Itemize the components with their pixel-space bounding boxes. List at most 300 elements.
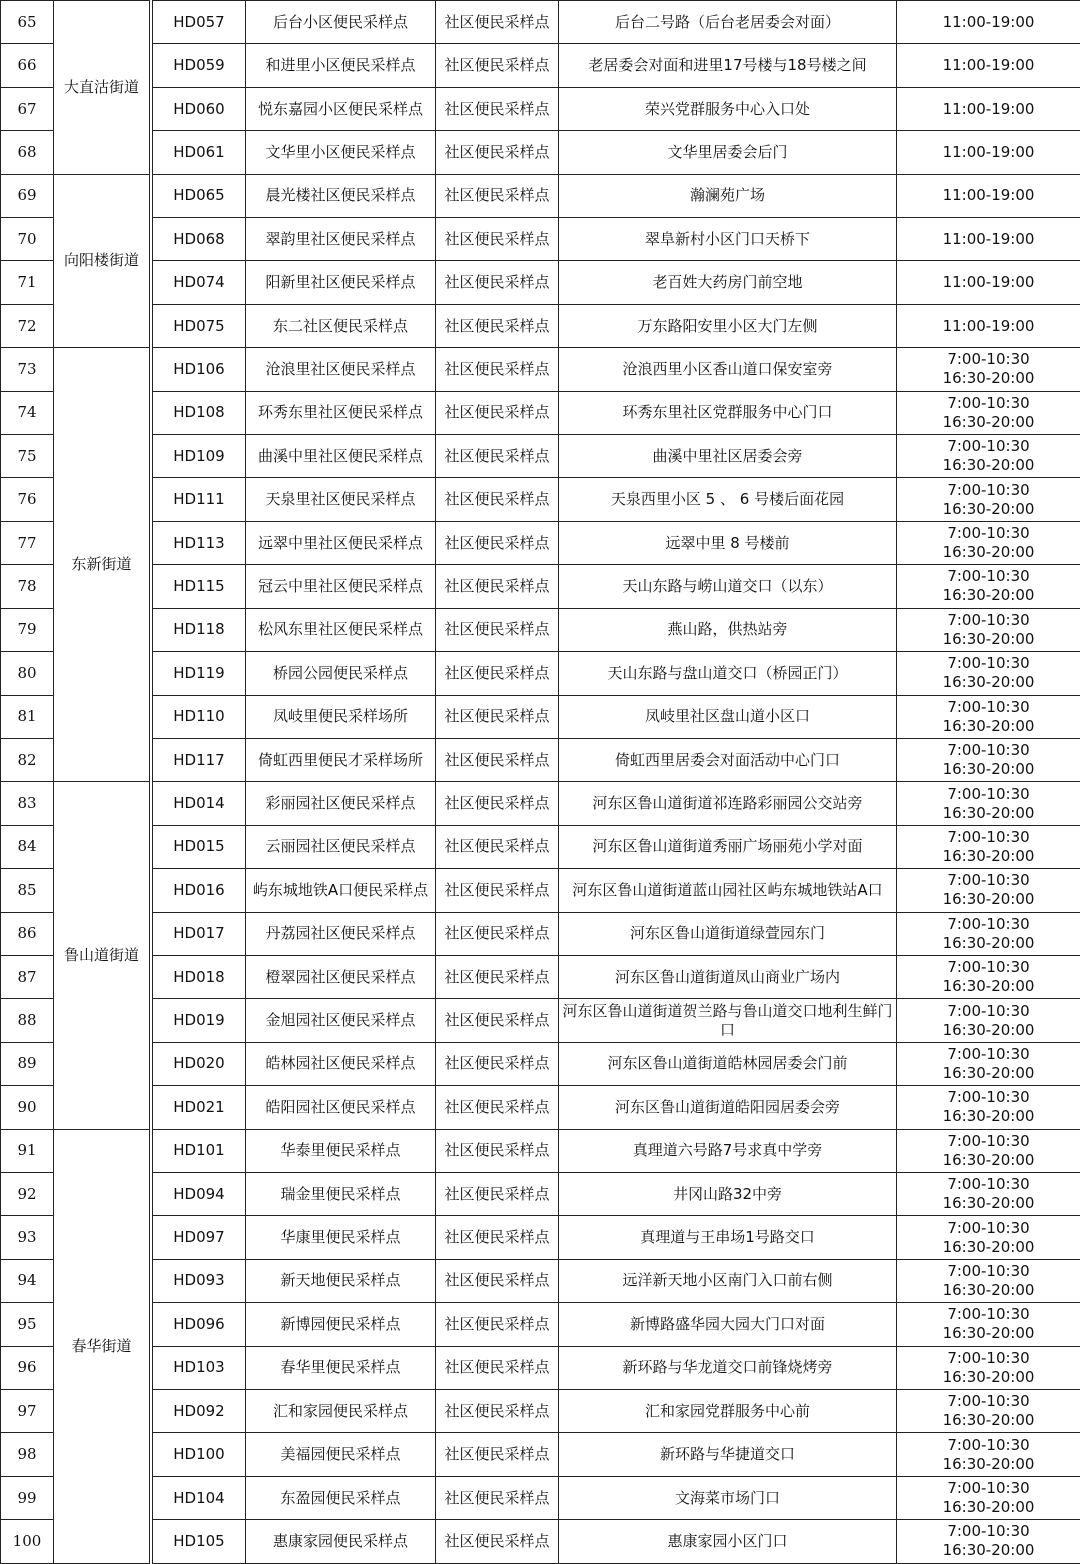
- opening-hours-line: 7:00-10:30: [899, 394, 1078, 413]
- opening-hours-cell: [897, 174, 1080, 217]
- site-name-cell: 环秀东里社区便民采样点: [246, 391, 436, 434]
- opening-hours-line: 7:00-10:30: [899, 1088, 1078, 1107]
- table-row: [1, 261, 1080, 304]
- site-type-cell: 社区便民采样点: [436, 348, 559, 391]
- table-row: [1, 1520, 1080, 1563]
- site-name-cell: 惠康家园便民采样点: [246, 1520, 436, 1563]
- site-name-cell: 翠韵里社区便民采样点: [246, 218, 436, 261]
- site-type-cell: 社区便民采样点: [436, 1390, 559, 1433]
- site-code-cell: HD096: [153, 1303, 246, 1346]
- opening-hours-line: 7:00-10:30: [899, 741, 1078, 760]
- site-name-cell: 橙翠园社区便民采样点: [246, 955, 436, 998]
- row-number-cell: 80: [1, 652, 54, 695]
- opening-hours-cell: [897, 1390, 1080, 1433]
- table-row: [1, 695, 1080, 738]
- table-row: [1, 174, 1080, 217]
- opening-hours-cell: [897, 87, 1080, 130]
- table-row: [1, 87, 1080, 130]
- table-body: [1, 1, 1080, 1564]
- opening-hours-line: 11:00-19:00: [899, 317, 1078, 336]
- opening-hours-line: 16:30-20:00: [899, 1541, 1078, 1560]
- row-number-cell: 81: [1, 695, 54, 738]
- site-type-cell: 社区便民采样点: [436, 1172, 559, 1215]
- site-code-cell: HD065: [153, 174, 246, 217]
- opening-hours-line: 11:00-19:00: [899, 230, 1078, 249]
- site-code-cell: HD115: [153, 565, 246, 608]
- opening-hours-line: 16:30-20:00: [899, 1281, 1078, 1300]
- site-address-cell: 文华里居委会后门: [559, 131, 897, 174]
- opening-hours-line: 7:00-10:30: [899, 1305, 1078, 1324]
- site-name-cell: 屿东城地铁A口便民采样点: [246, 869, 436, 912]
- site-type-cell: 社区便民采样点: [436, 1, 559, 44]
- opening-hours-line: 7:00-10:30: [899, 1392, 1078, 1411]
- row-number-cell: 87: [1, 955, 54, 998]
- site-name-cell: 桥园公园便民采样点: [246, 652, 436, 695]
- row-number-cell: 95: [1, 1303, 54, 1346]
- opening-hours-cell: [897, 131, 1080, 174]
- site-name-cell: 丹荔园社区便民采样点: [246, 912, 436, 955]
- opening-hours-line: 16:30-20:00: [899, 847, 1078, 866]
- site-name-cell: 美福园便民采样点: [246, 1433, 436, 1476]
- opening-hours-line: 16:30-20:00: [899, 804, 1078, 823]
- opening-hours-line: 16:30-20:00: [899, 456, 1078, 475]
- table-row: [1, 869, 1080, 912]
- table-row: [1, 955, 1080, 998]
- site-address-cell: 荣兴党群服务中心入口处: [559, 87, 897, 130]
- street-name-cell: 大直沽街道: [54, 1, 150, 175]
- opening-hours-cell: [897, 1520, 1080, 1563]
- site-address-cell: 凤岐里社区盘山道小区口: [559, 695, 897, 738]
- opening-hours-cell: [897, 261, 1080, 304]
- table-row: [1, 1129, 1080, 1172]
- site-name-cell: 东盈园便民采样点: [246, 1476, 436, 1519]
- opening-hours-cell: [897, 1, 1080, 44]
- site-code-cell: HD016: [153, 869, 246, 912]
- site-type-cell: 社区便民采样点: [436, 1520, 559, 1563]
- site-name-cell: 松风东里社区便民采样点: [246, 608, 436, 651]
- site-address-cell: 河东区鲁山道街道贺兰路与鲁山道交口地利生鲜门口: [559, 999, 897, 1042]
- opening-hours-cell: [897, 955, 1080, 998]
- site-code-cell: HD119: [153, 652, 246, 695]
- opening-hours-line: 11:00-19:00: [899, 13, 1078, 32]
- row-number-cell: 94: [1, 1259, 54, 1302]
- opening-hours-cell: [897, 1476, 1080, 1519]
- table-row: [1, 391, 1080, 434]
- site-code-cell: HD015: [153, 825, 246, 868]
- opening-hours-line: 11:00-19:00: [899, 56, 1078, 75]
- opening-hours-cell: [897, 1172, 1080, 1215]
- row-number-cell: 85: [1, 869, 54, 912]
- opening-hours-line: 7:00-10:30: [899, 437, 1078, 456]
- site-code-cell: HD108: [153, 391, 246, 434]
- site-name-cell: 新博园便民采样点: [246, 1303, 436, 1346]
- opening-hours-line: 16:30-20:00: [899, 500, 1078, 519]
- opening-hours-cell: [897, 478, 1080, 521]
- site-code-cell: HD104: [153, 1476, 246, 1519]
- site-name-cell: 远翠中里社区便民采样点: [246, 521, 436, 564]
- opening-hours-line: 16:30-20:00: [899, 760, 1078, 779]
- row-number-cell: 86: [1, 912, 54, 955]
- row-number-cell: 67: [1, 87, 54, 130]
- site-type-cell: 社区便民采样点: [436, 1476, 559, 1519]
- table-row: [1, 44, 1080, 87]
- site-address-cell: 新环路与华龙道交口前锋烧烤旁: [559, 1346, 897, 1389]
- site-type-cell: 社区便民采样点: [436, 912, 559, 955]
- opening-hours-cell: [897, 999, 1080, 1042]
- row-number-cell: 66: [1, 44, 54, 87]
- site-address-cell: 远洋新天地小区南门入口前右侧: [559, 1259, 897, 1302]
- row-number-cell: 99: [1, 1476, 54, 1519]
- table-row: [1, 1086, 1080, 1129]
- site-name-cell: 云丽园社区便民采样点: [246, 825, 436, 868]
- site-address-cell: 河东区鲁山道街道蓝山园社区屿东城地铁站A口: [559, 869, 897, 912]
- site-type-cell: 社区便民采样点: [436, 652, 559, 695]
- site-name-cell: 文华里小区便民采样点: [246, 131, 436, 174]
- opening-hours-cell: [897, 652, 1080, 695]
- site-address-cell: 天泉西里小区 5 、 6 号楼后面花园: [559, 478, 897, 521]
- opening-hours-cell: [897, 218, 1080, 261]
- site-code-cell: HD100: [153, 1433, 246, 1476]
- site-type-cell: 社区便民采样点: [436, 1259, 559, 1302]
- site-code-cell: HD109: [153, 435, 246, 478]
- site-name-cell: 沧浪里社区便民采样点: [246, 348, 436, 391]
- site-type-cell: 社区便民采样点: [436, 1042, 559, 1085]
- site-code-cell: HD094: [153, 1172, 246, 1215]
- opening-hours-line: 16:30-20:00: [899, 1107, 1078, 1126]
- table-row: [1, 1433, 1080, 1476]
- table-row: [1, 218, 1080, 261]
- opening-hours-line: 7:00-10:30: [899, 1436, 1078, 1455]
- site-name-cell: 春华里便民采样点: [246, 1346, 436, 1389]
- opening-hours-line: 16:30-20:00: [899, 1498, 1078, 1517]
- row-number-cell: 92: [1, 1172, 54, 1215]
- site-code-cell: HD057: [153, 1, 246, 44]
- row-number-cell: 77: [1, 521, 54, 564]
- site-name-cell: 天泉里社区便民采样点: [246, 478, 436, 521]
- opening-hours-cell: [897, 1346, 1080, 1389]
- site-type-cell: 社区便民采样点: [436, 869, 559, 912]
- site-code-cell: HD093: [153, 1259, 246, 1302]
- table-row: [1, 999, 1080, 1042]
- site-address-cell: 汇和家园党群服务中心前: [559, 1390, 897, 1433]
- row-number-cell: 69: [1, 174, 54, 217]
- site-address-cell: 井冈山路32中旁: [559, 1172, 897, 1215]
- opening-hours-line: 16:30-20:00: [899, 1151, 1078, 1170]
- row-number-cell: 96: [1, 1346, 54, 1389]
- row-number-cell: 91: [1, 1129, 54, 1172]
- opening-hours-line: 7:00-10:30: [899, 828, 1078, 847]
- table-row: [1, 825, 1080, 868]
- site-code-cell: HD061: [153, 131, 246, 174]
- table-row: [1, 478, 1080, 521]
- site-code-cell: HD014: [153, 782, 246, 825]
- row-number-cell: 73: [1, 348, 54, 391]
- site-type-cell: 社区便民采样点: [436, 435, 559, 478]
- row-number-cell: 100: [1, 1520, 54, 1563]
- site-address-cell: 新环路与华捷道交口: [559, 1433, 897, 1476]
- site-type-cell: 社区便民采样点: [436, 521, 559, 564]
- site-code-cell: HD075: [153, 304, 246, 347]
- opening-hours-line: 16:30-20:00: [899, 543, 1078, 562]
- site-code-cell: HD068: [153, 218, 246, 261]
- table-row: [1, 348, 1080, 391]
- site-type-cell: 社区便民采样点: [436, 695, 559, 738]
- site-type-cell: 社区便民采样点: [436, 1433, 559, 1476]
- opening-hours-cell: [897, 435, 1080, 478]
- site-address-cell: 河东区鲁山道街道皓阳园居委会旁: [559, 1086, 897, 1129]
- site-code-cell: HD106: [153, 348, 246, 391]
- site-type-cell: 社区便民采样点: [436, 565, 559, 608]
- site-address-cell: 文海菜市场门口: [559, 1476, 897, 1519]
- site-type-cell: 社区便民采样点: [436, 478, 559, 521]
- table-row: [1, 435, 1080, 478]
- opening-hours-line: 7:00-10:30: [899, 1479, 1078, 1498]
- site-type-cell: 社区便民采样点: [436, 1346, 559, 1389]
- opening-hours-line: 7:00-10:30: [899, 1132, 1078, 1151]
- opening-hours-line: 7:00-10:30: [899, 1045, 1078, 1064]
- opening-hours-line: 16:30-20:00: [899, 934, 1078, 953]
- opening-hours-line: 7:00-10:30: [899, 611, 1078, 630]
- site-type-cell: 社区便民采样点: [436, 1086, 559, 1129]
- table-row: [1, 1259, 1080, 1302]
- opening-hours-line: 7:00-10:30: [899, 350, 1078, 369]
- row-number-cell: 83: [1, 782, 54, 825]
- site-name-cell: 新天地便民采样点: [246, 1259, 436, 1302]
- opening-hours-cell: [897, 608, 1080, 651]
- site-address-cell: 远翠中里 8 号楼前: [559, 521, 897, 564]
- row-number-cell: 74: [1, 391, 54, 434]
- site-type-cell: 社区便民采样点: [436, 608, 559, 651]
- opening-hours-line: 16:30-20:00: [899, 1324, 1078, 1343]
- site-code-cell: HD092: [153, 1390, 246, 1433]
- site-name-cell: 皓阳园社区便民采样点: [246, 1086, 436, 1129]
- site-name-cell: 华泰里便民采样点: [246, 1129, 436, 1172]
- opening-hours-line: 16:30-20:00: [899, 977, 1078, 996]
- opening-hours-line: 7:00-10:30: [899, 524, 1078, 543]
- site-address-cell: 真理道六号路7号求真中学旁: [559, 1129, 897, 1172]
- site-address-cell: 惠康家园小区门口: [559, 1520, 897, 1563]
- row-number-cell: 65: [1, 1, 54, 44]
- site-address-cell: 河东区鲁山道街道皓林园居委会门前: [559, 1042, 897, 1085]
- table-row: [1, 1216, 1080, 1259]
- site-code-cell: HD103: [153, 1346, 246, 1389]
- opening-hours-line: 7:00-10:30: [899, 915, 1078, 934]
- opening-hours-cell: [897, 1303, 1080, 1346]
- opening-hours-line: 7:00-10:30: [899, 1002, 1078, 1021]
- opening-hours-line: 16:30-20:00: [899, 890, 1078, 909]
- opening-hours-cell: [897, 869, 1080, 912]
- table-row: [1, 782, 1080, 825]
- row-number-cell: 97: [1, 1390, 54, 1433]
- opening-hours-cell: [897, 825, 1080, 868]
- site-code-cell: HD020: [153, 1042, 246, 1085]
- opening-hours-line: 11:00-19:00: [899, 186, 1078, 205]
- opening-hours-cell: [897, 1129, 1080, 1172]
- opening-hours-cell: [897, 44, 1080, 87]
- site-address-cell: 真理道与王串场1号路交口: [559, 1216, 897, 1259]
- site-address-cell: 万东路阳安里小区大门左侧: [559, 304, 897, 347]
- site-type-cell: 社区便民采样点: [436, 999, 559, 1042]
- site-type-cell: 社区便民采样点: [436, 261, 559, 304]
- row-number-cell: 82: [1, 738, 54, 781]
- site-code-cell: HD111: [153, 478, 246, 521]
- site-name-cell: 凤岐里便民采样场所: [246, 695, 436, 738]
- opening-hours-line: 16:30-20:00: [899, 1021, 1078, 1040]
- opening-hours-cell: [897, 521, 1080, 564]
- opening-hours-line: 7:00-10:30: [899, 1175, 1078, 1194]
- opening-hours-line: 7:00-10:30: [899, 1262, 1078, 1281]
- site-code-cell: HD017: [153, 912, 246, 955]
- site-address-cell: 翠阜新村小区门口天桥下: [559, 218, 897, 261]
- opening-hours-line: 16:30-20:00: [899, 413, 1078, 432]
- site-address-cell: 倚虹西里居委会对面活动中心门口: [559, 738, 897, 781]
- site-name-cell: 华康里便民采样点: [246, 1216, 436, 1259]
- opening-hours-line: 7:00-10:30: [899, 654, 1078, 673]
- opening-hours-cell: [897, 912, 1080, 955]
- site-type-cell: 社区便民采样点: [436, 825, 559, 868]
- table-row: [1, 1346, 1080, 1389]
- row-number-cell: 72: [1, 304, 54, 347]
- site-address-cell: 后台二号路（后台老居委会对面）: [559, 1, 897, 44]
- site-address-cell: 瀚澜苑广场: [559, 174, 897, 217]
- site-type-cell: 社区便民采样点: [436, 174, 559, 217]
- opening-hours-cell: [897, 1042, 1080, 1085]
- site-type-cell: 社区便民采样点: [436, 44, 559, 87]
- opening-hours-line: 7:00-10:30: [899, 1522, 1078, 1541]
- site-name-cell: 汇和家园便民采样点: [246, 1390, 436, 1433]
- opening-hours-line: 16:30-20:00: [899, 1194, 1078, 1213]
- site-name-cell: 悦东嘉园小区便民采样点: [246, 87, 436, 130]
- site-type-cell: 社区便民采样点: [436, 738, 559, 781]
- opening-hours-line: 7:00-10:30: [899, 785, 1078, 804]
- table-row: [1, 304, 1080, 347]
- table-row: [1, 1303, 1080, 1346]
- street-name-cell: 春华街道: [54, 1129, 150, 1563]
- street-name-cell: 向阳楼街道: [54, 174, 150, 348]
- table-row: [1, 1, 1080, 44]
- row-number-cell: 76: [1, 478, 54, 521]
- site-code-cell: HD113: [153, 521, 246, 564]
- site-name-cell: 瑞金里便民采样点: [246, 1172, 436, 1215]
- row-number-cell: 79: [1, 608, 54, 651]
- row-number-cell: 70: [1, 218, 54, 261]
- opening-hours-cell: [897, 738, 1080, 781]
- site-address-cell: 天山东路与崂山道交口（以东）: [559, 565, 897, 608]
- row-number-cell: 71: [1, 261, 54, 304]
- row-number-cell: 98: [1, 1433, 54, 1476]
- table-row: [1, 1476, 1080, 1519]
- opening-hours-line: 7:00-10:30: [899, 1349, 1078, 1368]
- row-number-cell: 89: [1, 1042, 54, 1085]
- row-number-cell: 84: [1, 825, 54, 868]
- site-name-cell: 阳新里社区便民采样点: [246, 261, 436, 304]
- opening-hours-cell: [897, 695, 1080, 738]
- opening-hours-line: 7:00-10:30: [899, 958, 1078, 977]
- site-name-cell: 皓林园社区便民采样点: [246, 1042, 436, 1085]
- site-code-cell: HD117: [153, 738, 246, 781]
- row-number-cell: 75: [1, 435, 54, 478]
- row-number-cell: 78: [1, 565, 54, 608]
- site-address-cell: 老居委会对面和进里17号楼与18号楼之间: [559, 44, 897, 87]
- site-address-cell: 河东区鲁山道街道祁连路彩丽园公交站旁: [559, 782, 897, 825]
- table-row: [1, 1390, 1080, 1433]
- site-address-cell: 河东区鲁山道街道凤山商业广场内: [559, 955, 897, 998]
- opening-hours-cell: [897, 1086, 1080, 1129]
- opening-hours-line: 16:30-20:00: [899, 1238, 1078, 1257]
- site-address-cell: 环秀东里社区党群服务中心门口: [559, 391, 897, 434]
- site-code-cell: HD097: [153, 1216, 246, 1259]
- site-code-cell: HD021: [153, 1086, 246, 1129]
- opening-hours-cell: [897, 782, 1080, 825]
- site-type-cell: 社区便民采样点: [436, 391, 559, 434]
- opening-hours-cell: [897, 348, 1080, 391]
- site-address-cell: 天山东路与盘山道交口（桥园正门）: [559, 652, 897, 695]
- opening-hours-line: 11:00-19:00: [899, 100, 1078, 119]
- site-name-cell: 东二社区便民采样点: [246, 304, 436, 347]
- opening-hours-line: 16:30-20:00: [899, 369, 1078, 388]
- table-row: [1, 608, 1080, 651]
- site-type-cell: 社区便民采样点: [436, 304, 559, 347]
- opening-hours-line: 7:00-10:30: [899, 1219, 1078, 1238]
- site-code-cell: HD105: [153, 1520, 246, 1563]
- row-number-cell: 90: [1, 1086, 54, 1129]
- site-address-cell: 老百姓大药房门前空地: [559, 261, 897, 304]
- row-number-cell: 68: [1, 131, 54, 174]
- site-code-cell: HD060: [153, 87, 246, 130]
- site-address-cell: 新博路盛华园大园大门口对面: [559, 1303, 897, 1346]
- table-row: [1, 652, 1080, 695]
- site-type-cell: 社区便民采样点: [436, 131, 559, 174]
- table-row: [1, 1172, 1080, 1215]
- site-name-cell: 彩丽园社区便民采样点: [246, 782, 436, 825]
- row-number-cell: 93: [1, 1216, 54, 1259]
- site-name-cell: 倚虹西里便民才采样场所: [246, 738, 436, 781]
- opening-hours-line: 11:00-19:00: [899, 143, 1078, 162]
- site-name-cell: 冠云中里社区便民采样点: [246, 565, 436, 608]
- site-address-cell: 沧浪西里小区香山道口保安室旁: [559, 348, 897, 391]
- table-row: [1, 912, 1080, 955]
- site-code-cell: HD074: [153, 261, 246, 304]
- opening-hours-line: 16:30-20:00: [899, 1411, 1078, 1430]
- opening-hours-line: 16:30-20:00: [899, 673, 1078, 692]
- site-name-cell: 和进里小区便民采样点: [246, 44, 436, 87]
- site-address-cell: 河东区鲁山道街道绿萱园东门: [559, 912, 897, 955]
- table-row: [1, 521, 1080, 564]
- opening-hours-line: 7:00-10:30: [899, 567, 1078, 586]
- site-type-cell: 社区便民采样点: [436, 1303, 559, 1346]
- opening-hours-line: 7:00-10:30: [899, 871, 1078, 890]
- site-code-cell: HD118: [153, 608, 246, 651]
- opening-hours-cell: [897, 1259, 1080, 1302]
- opening-hours-line: 16:30-20:00: [899, 1368, 1078, 1387]
- site-name-cell: 金旭园社区便民采样点: [246, 999, 436, 1042]
- street-name-cell: 鲁山道街道: [54, 782, 150, 1129]
- site-type-cell: 社区便民采样点: [436, 782, 559, 825]
- site-code-cell: HD059: [153, 44, 246, 87]
- site-name-cell: 后台小区便民采样点: [246, 1, 436, 44]
- opening-hours-line: 11:00-19:00: [899, 273, 1078, 292]
- opening-hours-cell: [897, 391, 1080, 434]
- site-address-cell: 曲溪中里社区居委会旁: [559, 435, 897, 478]
- opening-hours-line: 16:30-20:00: [899, 630, 1078, 649]
- opening-hours-line: 7:00-10:30: [899, 698, 1078, 717]
- opening-hours-line: 16:30-20:00: [899, 586, 1078, 605]
- site-address-cell: 河东区鲁山道街道秀丽广场丽苑小学对面: [559, 825, 897, 868]
- table-row: [1, 565, 1080, 608]
- site-type-cell: 社区便民采样点: [436, 1129, 559, 1172]
- street-name-cell: 东新街道: [54, 348, 150, 782]
- opening-hours-cell: [897, 565, 1080, 608]
